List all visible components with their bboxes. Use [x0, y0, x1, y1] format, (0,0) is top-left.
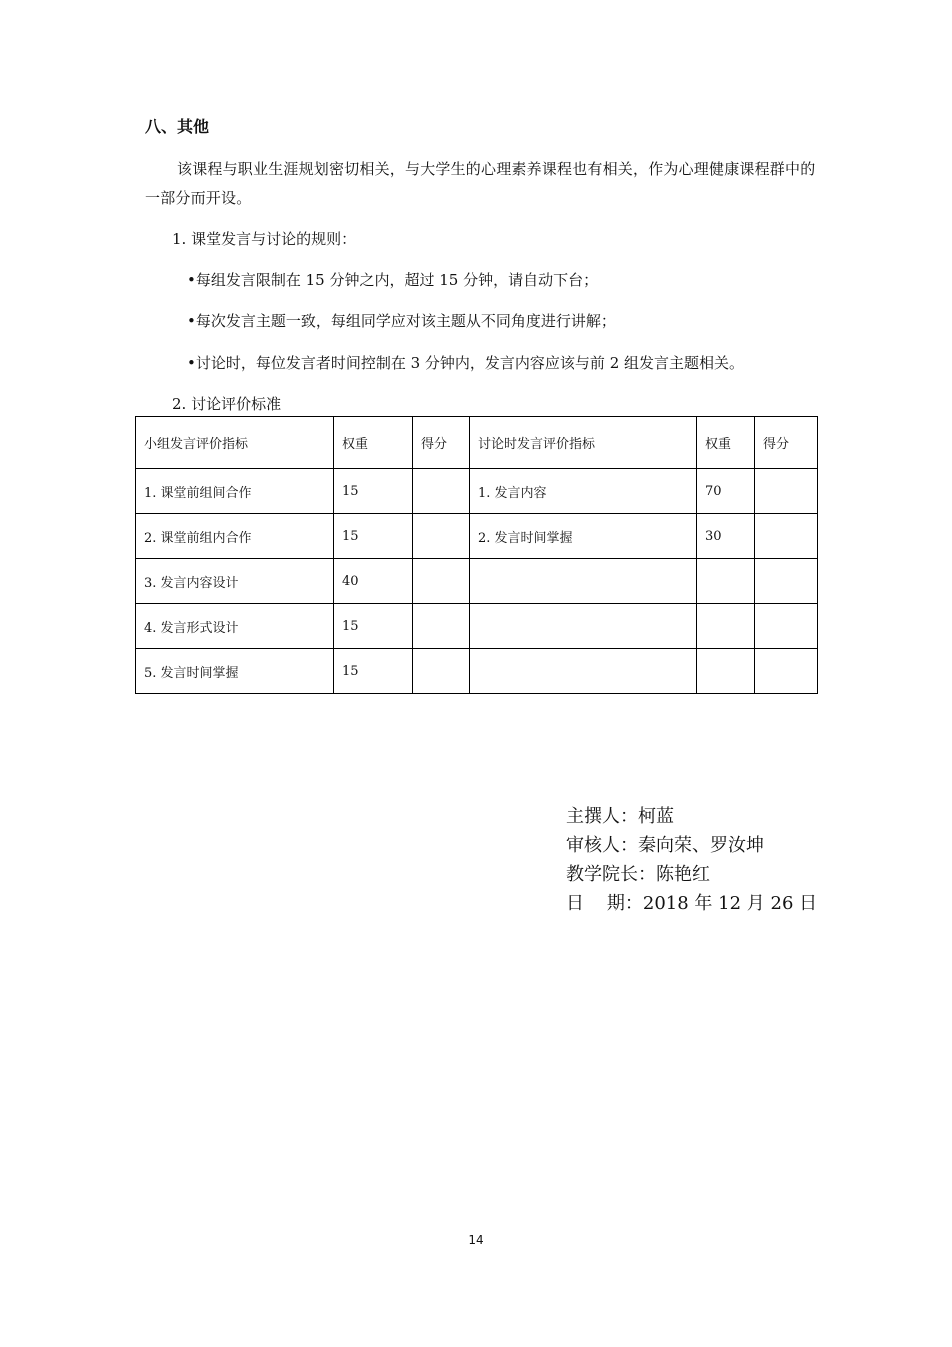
rule-bullet-1: •每组发言限制在 15 分钟之内，超过 15 分钟，请自动下台； [187, 271, 599, 289]
table-row [136, 559, 818, 604]
table-cell [755, 604, 818, 649]
table-cell [697, 649, 755, 694]
intro-paragraph: 该课程与职业生涯规划密切相关，与大学生的心理素养课程也有相关，作为心理健康课程群中的一部分而开设。 [145, 160, 816, 207]
table-cell: 1. 发言内容 [470, 469, 697, 514]
evaluation-title: 2. 讨论评价标准 [172, 395, 282, 413]
table-cell [755, 514, 818, 559]
table-cell: 40 [334, 559, 413, 604]
table-cell: 2. 发言时间掌握 [470, 514, 697, 559]
table-header-row [136, 417, 818, 469]
table-cell: 15 [334, 514, 413, 559]
table-cell [697, 559, 755, 604]
table-cell [755, 469, 818, 514]
table-cell: 2. 课堂前组内合作 [136, 514, 334, 559]
table-cell: 15 [334, 469, 413, 514]
table-cell: 30 [697, 514, 755, 559]
table-cell: 5. 发言时间掌握 [136, 649, 334, 694]
table-cell [470, 649, 697, 694]
table-cell [697, 604, 755, 649]
signature-date: 日 期：2018 年 12 月 26 日 [566, 893, 818, 914]
table-cell: 3. 发言内容设计 [136, 559, 334, 604]
table-cell [413, 469, 470, 514]
table-cell: 1. 课堂前组间合作 [136, 469, 334, 514]
table-cell [413, 649, 470, 694]
signature-dean: 教学院长：陈艳红 [566, 864, 710, 885]
header-cell: 得分 [413, 417, 470, 469]
rule-bullet-2: •每次发言主题一致，每组同学应对该主题从不同角度进行讲解； [187, 312, 616, 330]
header-cell: 权重 [697, 417, 755, 469]
table-cell [413, 559, 470, 604]
rules-title: 1. 课堂发言与讨论的规则： [172, 230, 357, 248]
table-row [136, 469, 818, 514]
table-cell [470, 559, 697, 604]
table-cell: 15 [334, 649, 413, 694]
table-cell [413, 604, 470, 649]
header-cell: 小组发言评价指标 [136, 417, 334, 469]
table-cell [755, 559, 818, 604]
header-cell: 讨论时发言评价指标 [470, 417, 697, 469]
table-cell [470, 604, 697, 649]
table-cell [413, 514, 470, 559]
evaluation-table [135, 416, 818, 694]
table-cell [755, 649, 818, 694]
table-row [136, 604, 818, 649]
table-cell: 4. 发言形式设计 [136, 604, 334, 649]
signature-author: 主撰人：柯蓝 [566, 806, 674, 827]
rule-bullet-3: •讨论时，每位发言者时间控制在 3 分钟内，发言内容应该与前 2 组发言主题相关。 [187, 354, 745, 372]
header-cell: 得分 [755, 417, 818, 469]
header-cell: 权重 [334, 417, 413, 469]
table-row [136, 514, 818, 559]
table-cell: 15 [334, 604, 413, 649]
section-heading: 八、其他 [145, 117, 210, 136]
signature-reviewer: 审核人：秦向荣、罗汝坤 [566, 835, 764, 856]
table-cell: 70 [697, 469, 755, 514]
page-number: 14 [468, 1233, 484, 1247]
table-row [136, 649, 818, 694]
